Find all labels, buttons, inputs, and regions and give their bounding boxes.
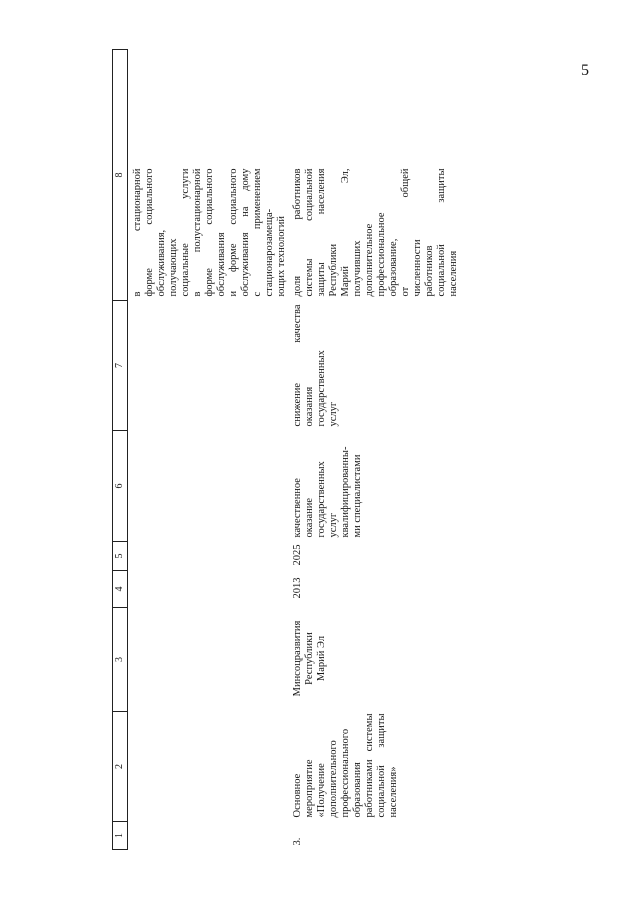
activity-name-text: Основное мероприятие «Получение дополнительного профессионального образования работниками системы социальной защиты населения» (292, 713, 399, 818)
header-cell: 4 (113, 571, 128, 608)
rotated-table-container (112, 50, 612, 850)
table-row-3 (288, 50, 460, 850)
row-number: 3. (292, 837, 303, 846)
header-cell: 2 (113, 712, 128, 822)
header-row (113, 50, 128, 850)
start-year-cell: 2013 (292, 577, 303, 599)
indicator-text: доля работников системы социальной защиты населения Республики Марий Эл, получивших дополнительное профессиональное образование, от общей численности работников социальной защиты населения (292, 168, 459, 297)
header-cell: 8 (113, 50, 128, 301)
header-cell: 1 (113, 822, 128, 850)
consequence-cell (288, 301, 460, 431)
result-cell: качественное оказание государственных услуг квалифицированны- ми специалистами (292, 446, 363, 538)
indicator-text-continued: в стационарной форме социального обслуживания, получающих социальные услуги в полустационарной форме социального обслуживания и форме социального обслуживания на дому с применением стационарозамеща- ющих технологий (132, 168, 287, 297)
page-number: 5 (581, 62, 589, 79)
executor-cell: Минсоцразвития Республики Марий Эл (292, 620, 327, 697)
consequence-text: снижение качества оказания государственных услуг (292, 304, 339, 427)
header-cell: 6 (113, 431, 128, 542)
end-year-cell: 2025 (292, 544, 303, 566)
program-table (112, 49, 460, 850)
indicator-cell (288, 50, 460, 301)
header-cell: 5 (113, 542, 128, 571)
activity-name-cell (288, 712, 460, 822)
table-row-continuation (128, 50, 289, 850)
header-cell: 3 (113, 608, 128, 712)
indicator-cell-continued (128, 50, 289, 301)
header-cell: 7 (113, 301, 128, 431)
